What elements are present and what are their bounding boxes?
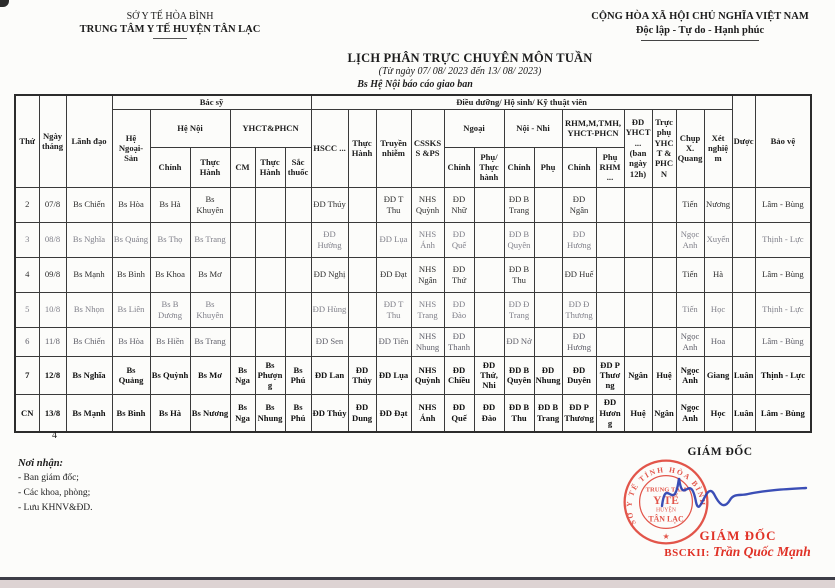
table-cell: Bs Phú [285,394,311,432]
national-motto-line2: Độc lập - Tự do - Hạnh phúc [635,25,765,36]
table-cell [255,257,285,292]
table-cell: Hà [704,257,732,292]
table-cell: Bs Nga [230,356,255,394]
table-cell: Bs Mạnh [66,394,112,432]
schedule-table [14,94,812,433]
table-cell: ĐD Tiên [376,327,411,356]
table-cell [732,292,755,327]
table-cell: Bs Nghĩa [66,356,112,394]
table-cell: Bs Hòa [112,187,150,222]
table-cell: ĐD Hùng [311,292,348,327]
table-cell: ĐD Đào [474,394,504,432]
table-cell [732,257,755,292]
scan-corner-artifact [0,0,9,7]
table-cell [348,327,376,356]
col-truyen-nhiem: Truyền nhiễm [376,109,411,187]
table-cell: ĐD Thanh [444,327,474,356]
table-row [15,187,811,222]
table-cell: Xuyến [704,222,732,257]
table-cell: Thịnh - Lực [755,356,811,394]
table-row [15,292,811,327]
signed-name: Trần Quốc Mạnh [712,544,811,559]
table-cell: Lâm - Bùng [755,394,811,432]
table-cell [534,327,562,356]
table-cell: Bs Khoa [150,257,190,292]
table-cell: ĐD B Quyên [504,222,534,257]
table-cell: Bs Mơ [190,257,230,292]
table-cell [624,187,652,222]
table-cell: Bs Thọ [150,222,190,257]
table-cell [624,257,652,292]
table-cell: Bs Phượng [255,356,285,394]
stamp-ring-text: SỞ Y TẾ TỈNH HÒA BÌNH [624,465,708,527]
col-chup-x-quang: Chụp X. Quang [676,109,704,187]
table-cell: Bs Mạnh [66,257,112,292]
table-cell [255,327,285,356]
table-cell: ĐD T Thu [376,292,411,327]
col-yhct-cm: CM [230,147,255,187]
table-cell: Ngọc Anh [676,394,704,432]
table-row [15,327,811,356]
table-cell: Bs Chiến [66,187,112,222]
table-cell: Huệ [652,356,676,394]
table-cell: ĐD Đạt [376,257,411,292]
table-cell: ĐD Quế [444,394,474,432]
table-cell [285,257,311,292]
table-cell: ĐD Lan [311,356,348,394]
table-cell: Nương [704,187,732,222]
col-hscc: HSCC ... [311,109,348,187]
table-cell: 7 [15,356,39,394]
signature-scribble [645,462,813,524]
table-cell [534,257,562,292]
table-cell [474,257,504,292]
table-cell [596,327,624,356]
table-cell: 09/8 [39,257,66,292]
table-cell [255,187,285,222]
group-yhct-phcn: YHCT&PHCN [230,109,311,147]
col-he-ngoai-san: Hệ Ngoại-Sản [112,109,150,187]
table-cell: 10/8 [39,292,66,327]
col-ngoai-chinh: Chính [444,147,474,187]
date-range: (Từ ngày 07/ 08/ 2023 đến 13/ 08/ 2023) [378,66,542,77]
signed-name-line [640,544,835,560]
schedule-body [15,187,811,432]
group-rhm: RHM,M,TMH, YHCT-PHCN [562,109,624,147]
table-cell: NHS Ánh [411,222,444,257]
table-cell: ĐD Nở [504,327,534,356]
table-row [15,257,811,292]
table-cell: ĐD Duyên [562,356,596,394]
table-cell: ĐD B Thu [504,257,534,292]
group-dieu-duong: Điều dưỡng/ Hộ sinh/ Kỹ thuật viên [311,95,732,109]
table-cell [652,327,676,356]
table-cell: Lâm - Bùng [755,257,811,292]
col-he-noi-thuc-hanh: Thực Hành [190,147,230,187]
group-noi-nhi: Nội - Nhi [504,109,562,147]
table-cell: Bs Nhọn [66,292,112,327]
table-cell: ĐD Thứ, Nhi [474,356,504,394]
table-cell: ĐD Dung [348,394,376,432]
table-cell [348,187,376,222]
col-noi-nhi-chinh: Chính [504,147,534,187]
table-cell [732,327,755,356]
table-cell: 5 [15,292,39,327]
table-cell: ĐD Ngân [562,187,596,222]
table-cell: ĐD Thúy [311,394,348,432]
table-cell: Bs Hà [150,187,190,222]
table-cell: ĐD Hương [596,394,624,432]
table-cell [285,292,311,327]
col-xet-nghiem: Xét nghiệm [704,109,732,187]
table-cell: ĐD Sen [311,327,348,356]
table-cell: 12/8 [39,356,66,394]
table-cell [230,187,255,222]
table-cell: ĐD Lụa [376,222,411,257]
table-cell [230,327,255,356]
table-cell: ĐD Nghị [311,257,348,292]
table-cell: ĐD Đ Thương [562,292,596,327]
table-cell [474,292,504,327]
table-cell: Giang [704,356,732,394]
page-number: 4 [52,430,57,441]
table-cell [285,327,311,356]
table-cell: Thịnh - Lực [755,292,811,327]
issuer-parent: SỞ Y TẾ HÒA BÌNH [126,11,214,22]
table-cell [732,222,755,257]
col-ngay-thang: Ngày tháng [39,95,66,187]
table-cell: ĐD Đào [444,292,474,327]
table-cell: Lâm - Bùng [755,187,811,222]
table-cell [474,327,504,356]
table-cell: Bs Nga [230,394,255,432]
table-cell: ĐD B Trang [534,394,562,432]
table-cell [285,187,311,222]
table-cell: Thịnh - Lực [755,222,811,257]
stamp-line1: TRUNG TÂM [645,486,687,494]
table-cell: Bs Hiền [150,327,190,356]
table-cell [534,292,562,327]
table-cell [652,257,676,292]
table-cell [474,187,504,222]
table-cell: Bs Hòa [112,327,150,356]
col-thuc-hanh-dd: Thực Hành [348,109,376,187]
stamp-line3: HUYỆN [655,507,677,514]
table-cell [624,292,652,327]
col-duoc: Dược [732,95,755,187]
table-cell: NHS Nhung [411,327,444,356]
table-cell: Bs Nương [190,394,230,432]
table-cell [596,257,624,292]
table-cell: 11/8 [39,327,66,356]
table-cell: 6 [15,327,39,356]
table-cell: NHS Trang [411,292,444,327]
letterhead-issuer [60,10,280,39]
signed-heading: GIÁM ĐỐC [699,528,777,543]
table-row [15,394,811,432]
table-cell: Ngọc Anh [676,222,704,257]
table-cell: 13/8 [39,394,66,432]
col-dd-yhct-12h: ĐD YHCT... (ban ngày 12h) [624,109,652,187]
table-cell [624,327,652,356]
table-cell: Tiến [676,292,704,327]
table-cell: Bs Khuyên [190,187,230,222]
table-cell: ĐD Quế [444,222,474,257]
table-cell: ĐD B Thu [504,394,534,432]
table-row [15,222,811,257]
page-title: LỊCH PHÂN TRỰC CHUYÊN MÔN TUẦN [347,51,593,65]
recipient-item: - Các khoa, phòng; [18,488,91,498]
table-cell: ĐD B Quyên [504,356,534,394]
table-cell: Bs Nghĩa [66,222,112,257]
stamp-line4: TÂN LẠC [648,514,684,524]
table-cell: ĐD T Thu [376,187,411,222]
stamp-line2: Y TẾ [653,494,679,507]
table-cell: ĐD Chiều [444,356,474,394]
table-cell: Tiến [676,187,704,222]
table-cell: Hoa [704,327,732,356]
recipient-item: - Lưu KHNV&ĐD. [18,503,93,513]
col-bao-ve: Bảo vệ [755,95,811,187]
table-cell: Bs Bình [112,257,150,292]
director-heading: GIÁM ĐỐC [687,446,753,458]
scan-bottom-strip [0,580,835,588]
table-cell [652,187,676,222]
table-cell: Bs Quảng [112,356,150,394]
table-cell: Bs Khuyên [190,292,230,327]
table-cell: 07/8 [39,187,66,222]
table-cell: Luân [732,356,755,394]
table-cell: Ngọc Anh [676,327,704,356]
table-cell: ĐD Hường [311,222,348,257]
table-cell [255,292,285,327]
table-cell: Huệ [624,394,652,432]
table-cell: 08/8 [39,222,66,257]
col-truc-phu-yhct: Trực phụ YHCT & PHCN [652,109,676,187]
recipients-block [18,456,93,516]
table-cell: ĐD Huế [562,257,596,292]
table-cell [230,257,255,292]
table-cell [652,222,676,257]
table-cell: Bs Chiến [66,327,112,356]
recipients-title: Nơi nhận: [18,458,64,469]
table-cell [732,187,755,222]
table-cell: ĐD Nhữ [444,187,474,222]
table-cell [596,222,624,257]
table-cell: ĐD Đ Trang [504,292,534,327]
national-motto-line1: CỘNG HÒA XÃ HỘI CHỦ NGHĨA VIỆT NAM [591,11,809,22]
col-noi-nhi-phu: Phụ [534,147,562,187]
table-cell: Học [704,394,732,432]
table-cell: Ngân [652,394,676,432]
table-cell: Lâm - Bùng [755,327,811,356]
table-cell: ĐD Hương [562,222,596,257]
col-rhm-phu: Phụ RHM ... [596,147,624,187]
col-thu: Thứ [15,95,39,187]
group-he-noi: Hệ Nội [150,109,230,147]
table-cell: NHS Quỳnh [411,356,444,394]
letterhead-national [575,10,825,41]
table-cell [652,292,676,327]
stamp-star-icon: ★ [662,531,670,541]
table-cell: Bs Quỳnh [150,356,190,394]
table-cell: Học [704,292,732,327]
table-cell: NHS Quỳnh [411,187,444,222]
table-cell: 3 [15,222,39,257]
table-cell: Tiến [676,257,704,292]
table-cell: Bs Mơ [190,356,230,394]
issuer-org: TRUNG TÂM Y TẾ HUYỆN TÂN LẠC [79,24,261,35]
col-yhct-thuc-hanh: Thực Hành [255,147,285,187]
table-cell: ĐD Thúy [311,187,348,222]
table-cell: Bs Trang [190,327,230,356]
table-cell: Bs Nhung [255,394,285,432]
table-cell: Bs B Dương [150,292,190,327]
table-cell: Bs Hà [150,394,190,432]
table-cell: Bs Bình [112,394,150,432]
table-cell: Ngân [624,356,652,394]
title-note: Bs Hệ Nội báo cáo giao ban [357,79,473,90]
table-cell [348,257,376,292]
table-cell: ĐD Lụa [376,356,411,394]
table-cell [596,292,624,327]
table-cell [285,222,311,257]
table-cell [534,222,562,257]
table-cell: Ngọc Anh [676,356,704,394]
col-csskss: CSSKSS &PS [411,109,444,187]
table-cell [534,187,562,222]
signed-degree: BSCKII: [664,547,710,559]
table-cell: ĐD Thủy [348,356,376,394]
table-cell: ĐD P Thương [596,356,624,394]
group-bac-sy: Bác sỹ [112,95,311,109]
col-rhm-chinh: Chính [562,147,596,187]
table-cell [255,222,285,257]
table-cell [230,222,255,257]
col-lanh-dao: Lãnh đạo [66,95,112,187]
table-cell: Bs Trang [190,222,230,257]
col-sac-thuoc: Sắc thuốc [285,147,311,187]
table-cell: CN [15,394,39,432]
table-cell [230,292,255,327]
col-ngoai-phu: Phụ/ Thực hành [474,147,504,187]
group-ngoai: Ngoại [444,109,504,147]
table-cell: ĐD B Trang [504,187,534,222]
table-cell: ĐD Hương [562,327,596,356]
table-cell: ĐD Nhung [534,356,562,394]
table-cell: NHS Ánh [411,394,444,432]
table-cell: ĐD P Thương [562,394,596,432]
table-cell: 4 [15,257,39,292]
table-cell [348,222,376,257]
table-cell: Bs Phú [285,356,311,394]
letterhead-divider [153,38,187,39]
table-cell [474,222,504,257]
table-cell: Bs Quảng [112,222,150,257]
motto-divider [641,40,759,41]
table-cell: Luân [732,394,755,432]
table-cell: ĐD Thứ [444,257,474,292]
col-he-noi-chinh: Chính [150,147,190,187]
table-row [15,356,811,394]
table-cell: Bs Liên [112,292,150,327]
table-cell: 2 [15,187,39,222]
table-cell: ĐD Đạt [376,394,411,432]
table-cell: NHS Ngân [411,257,444,292]
recipient-item: - Ban giám đốc; [18,473,79,483]
table-cell [596,187,624,222]
table-cell [624,222,652,257]
table-cell [348,292,376,327]
